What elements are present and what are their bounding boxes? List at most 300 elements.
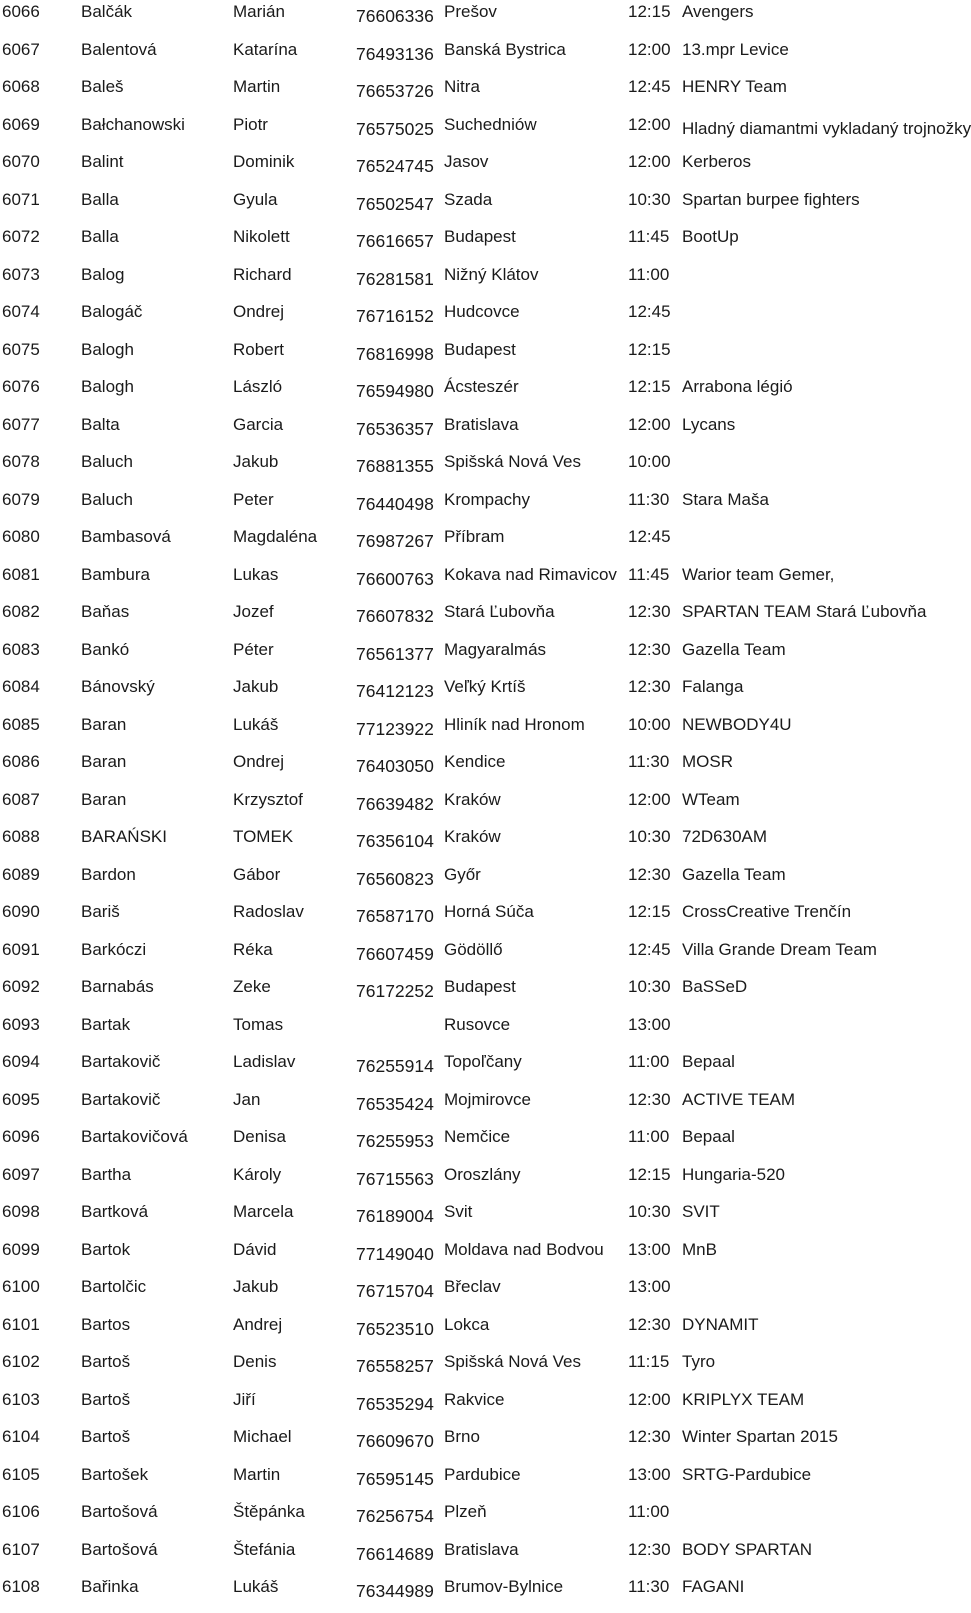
start-time: 10:30 xyxy=(628,977,671,996)
city: Spišská Nová Ves xyxy=(444,452,582,471)
start-time: 12:15 xyxy=(628,902,671,921)
start-time: 11:00 xyxy=(628,1502,670,1521)
start-time: 12:15 xyxy=(628,1164,671,1184)
last-name: Balčák xyxy=(81,2,133,21)
registration-number: 76255914 xyxy=(356,1056,434,1076)
city: Ácsteszér xyxy=(444,377,519,396)
participant-id: 6075 xyxy=(2,339,40,359)
last-name: Bánovský xyxy=(81,677,155,696)
city: Moldava nad Bodvou xyxy=(444,1239,604,1259)
city: Nižný Klátov xyxy=(444,264,539,284)
registration-number: 76594980 xyxy=(356,381,434,401)
registration-number: 76524745 xyxy=(356,156,434,176)
start-time: 12:00 xyxy=(628,414,671,434)
registration-number: 76715563 xyxy=(356,1168,434,1189)
table-row xyxy=(0,1238,960,1276)
registration-number: 76560823 xyxy=(356,868,434,889)
participant-id: 6108 xyxy=(2,1577,40,1596)
first-name: Robert xyxy=(233,339,285,359)
start-time: 12:30 xyxy=(628,1539,671,1559)
last-name: Bartok xyxy=(81,1239,131,1259)
start-time: 13:00 xyxy=(628,1239,671,1259)
table-row xyxy=(0,300,960,338)
last-name: Bambasová xyxy=(81,527,171,546)
start-time: 12:15 xyxy=(628,2,671,21)
registration-number: 76172252 xyxy=(356,981,434,1001)
participant-id: 6070 xyxy=(2,152,40,171)
first-name: Štefánia xyxy=(233,1539,296,1559)
table-row xyxy=(0,75,960,113)
participant-id: 6082 xyxy=(2,602,40,621)
start-time: 12:00 xyxy=(628,114,671,134)
participant-id: 6066 xyxy=(2,2,40,21)
last-name: Bartolčic xyxy=(81,1277,147,1296)
first-name: Zeke xyxy=(233,977,271,996)
team-name: Tyro xyxy=(682,1352,716,1371)
team-name: BootUp xyxy=(682,227,739,246)
city: Horná Súča xyxy=(444,902,534,921)
table-row xyxy=(0,1013,960,1051)
team-name: Arrabona légió xyxy=(682,377,793,396)
participant-id: 6106 xyxy=(2,1502,40,1521)
participant-id: 6095 xyxy=(2,1089,40,1109)
registration-number: 76536357 xyxy=(356,418,434,439)
last-name: Baluch xyxy=(81,489,133,509)
table-row xyxy=(0,1575,960,1613)
first-name: Andrej xyxy=(233,1314,283,1334)
first-name: Martin xyxy=(233,1464,281,1484)
start-time: 12:30 xyxy=(628,602,671,621)
city: Jasov xyxy=(444,152,489,171)
participant-id: 6087 xyxy=(2,789,40,809)
registration-number: 76493136 xyxy=(356,43,434,64)
registration-number: 76403050 xyxy=(356,756,434,776)
city: Győr xyxy=(444,864,481,884)
start-time: 13:00 xyxy=(628,1014,671,1034)
city: Kendice xyxy=(444,752,506,771)
registration-number: 76558257 xyxy=(356,1356,434,1376)
city: Svit xyxy=(444,1202,473,1221)
team-name: Gazella Team xyxy=(682,639,786,659)
first-name: Jakub xyxy=(233,452,279,471)
city: Rusovce xyxy=(444,1014,511,1034)
participant-id: 6078 xyxy=(2,452,40,471)
first-name: Michael xyxy=(233,1427,292,1446)
participant-id: 6097 xyxy=(2,1164,40,1184)
start-time: 10:30 xyxy=(628,1202,671,1221)
last-name: Bankó xyxy=(81,639,130,659)
city: Magyaralmás xyxy=(444,639,547,659)
participant-id: 6103 xyxy=(2,1389,40,1409)
first-name: Jakub xyxy=(233,677,279,696)
first-name: TOMEK xyxy=(233,827,294,846)
table-row xyxy=(0,825,960,863)
table-row xyxy=(0,150,960,188)
registration-number: 76816998 xyxy=(356,343,434,364)
table-row xyxy=(0,375,960,413)
last-name: Bartoš xyxy=(81,1352,131,1371)
start-time: 10:30 xyxy=(628,827,671,846)
city: Rakvice xyxy=(444,1389,505,1409)
city: Hliník nad Hronom xyxy=(444,714,585,734)
last-name: Bartakovičová xyxy=(81,1127,188,1146)
city: Spišská Nová Ves xyxy=(444,1352,582,1371)
start-time: 10:00 xyxy=(628,452,671,471)
registration-number: 76255953 xyxy=(356,1131,434,1151)
participant-id: 6100 xyxy=(2,1277,40,1296)
city: Pardubice xyxy=(444,1464,521,1484)
registration-number: 76535424 xyxy=(356,1093,434,1114)
last-name: Balog xyxy=(81,264,125,284)
city: Krompachy xyxy=(444,489,530,509)
last-name: Bartošová xyxy=(81,1502,158,1521)
team-name: SRTG-Pardubice xyxy=(682,1464,812,1484)
participant-id: 6099 xyxy=(2,1239,40,1259)
first-name: Katarína xyxy=(233,39,298,59)
registration-number: 76356104 xyxy=(356,831,434,851)
start-time: 12:30 xyxy=(628,1427,671,1446)
team-name: Falanga xyxy=(682,677,744,696)
last-name: Barnabás xyxy=(81,977,154,996)
first-name: Radoslav xyxy=(233,902,304,921)
registration-number: 76189004 xyxy=(356,1206,434,1226)
start-time: 11:30 xyxy=(628,1577,670,1596)
team-name: DYNAMIT xyxy=(682,1314,759,1334)
table-row xyxy=(0,1538,960,1576)
team-name: Warior team Gemer, xyxy=(682,564,835,584)
team-name: KRIPLYX TEAM xyxy=(682,1389,805,1409)
start-time: 11:15 xyxy=(628,1352,670,1371)
start-time: 12:00 xyxy=(628,39,671,59)
first-name: Marián xyxy=(233,2,285,21)
registration-number: 76607832 xyxy=(356,606,434,626)
start-time: 12:00 xyxy=(628,789,671,809)
team-name: CrossCreative Trenčín xyxy=(682,902,852,921)
team-name: HENRY Team xyxy=(682,77,787,96)
team-name: NEWBODY4U xyxy=(682,714,792,734)
start-time: 12:30 xyxy=(628,1089,671,1109)
first-name: Dominik xyxy=(233,152,295,171)
start-time: 11:00 xyxy=(628,1127,670,1146)
last-name: Bardon xyxy=(81,864,136,884)
city: Bratislava xyxy=(444,1539,519,1559)
table-row xyxy=(0,525,960,563)
city: Topoľčany xyxy=(444,1052,522,1071)
last-name: Baleš xyxy=(81,77,124,96)
first-name: Richard xyxy=(233,264,292,284)
table-row xyxy=(0,675,960,713)
last-name: Balint xyxy=(81,152,124,171)
last-name: Bartos xyxy=(81,1314,131,1334)
table-row xyxy=(0,788,960,826)
table-row xyxy=(0,1350,960,1388)
team-name: Villa Grande Dream Team xyxy=(682,939,877,959)
team-name: Kerberos xyxy=(682,152,751,171)
start-time: 12:45 xyxy=(628,527,671,546)
participant-id: 6089 xyxy=(2,864,40,884)
table-row xyxy=(0,713,960,751)
first-name: Réka xyxy=(233,939,273,959)
last-name: Baran xyxy=(81,714,127,734)
first-name: Lukáš xyxy=(233,714,279,734)
table-row xyxy=(0,188,960,226)
participant-id: 6094 xyxy=(2,1052,40,1071)
last-name: Balla xyxy=(81,189,119,209)
registration-number: 76523510 xyxy=(356,1318,434,1339)
first-name: Ondrej xyxy=(233,302,285,321)
registration-number: 76535294 xyxy=(356,1393,434,1414)
participant-id: 6105 xyxy=(2,1464,40,1484)
last-name: Bartha xyxy=(81,1164,132,1184)
registration-number: 76716152 xyxy=(356,306,434,326)
last-name: BARAŃSKI xyxy=(81,827,167,846)
last-name: Balta xyxy=(81,414,120,434)
start-time: 10:00 xyxy=(628,714,671,734)
table-row xyxy=(0,938,960,976)
registration-number: 76575025 xyxy=(356,118,434,139)
registration-number: 76987267 xyxy=(356,531,434,551)
city: Gödöllő xyxy=(444,939,503,959)
registration-number: 76502547 xyxy=(356,193,434,214)
table-row xyxy=(0,488,960,526)
team-name: BODY SPARTAN xyxy=(682,1539,813,1559)
participant-id: 6104 xyxy=(2,1427,40,1446)
participant-id: 6096 xyxy=(2,1127,40,1146)
team-name: SVIT xyxy=(682,1202,720,1221)
table-row xyxy=(0,638,960,676)
registration-number: 76281581 xyxy=(356,268,434,289)
team-name: MOSR xyxy=(682,752,733,771)
first-name: Štěpánka xyxy=(233,1502,305,1521)
city: Plzeň xyxy=(444,1502,487,1521)
table-row xyxy=(0,38,960,76)
first-name: Denisa xyxy=(233,1127,286,1146)
table-row xyxy=(0,1463,960,1501)
participant-id: 6107 xyxy=(2,1539,40,1559)
city: Oroszlány xyxy=(444,1164,521,1184)
participant-id: 6092 xyxy=(2,977,40,996)
first-name: Marcela xyxy=(233,1202,294,1221)
table-row xyxy=(0,1163,960,1201)
participant-id: 6080 xyxy=(2,527,40,546)
city: Kraków xyxy=(444,789,501,809)
start-time: 12:45 xyxy=(628,77,671,96)
clipped-team-text: Hladný diamantmi vykladaný trojnožky xyxy=(682,119,971,138)
last-name: Baran xyxy=(81,789,127,809)
participant-id: 6085 xyxy=(2,714,40,734)
table-row xyxy=(0,975,960,1013)
last-name: Balogh xyxy=(81,339,134,359)
first-name: Jiří xyxy=(233,1389,256,1409)
last-name: Bařinka xyxy=(81,1577,139,1596)
last-name: Bariš xyxy=(81,902,120,921)
participant-id: 6079 xyxy=(2,489,40,509)
last-name: Baran xyxy=(81,752,127,771)
first-name: Piotr xyxy=(233,114,268,134)
participant-id: 6077 xyxy=(2,414,40,434)
start-time: 13:00 xyxy=(628,1464,671,1484)
city: Prešov xyxy=(444,2,497,21)
participant-id: 6081 xyxy=(2,564,40,584)
table-row xyxy=(0,450,960,488)
city: Kraków xyxy=(444,827,501,846)
city: Nitra xyxy=(444,77,480,96)
first-name: Martin xyxy=(233,77,281,96)
team-name: FAGANI xyxy=(682,1577,745,1596)
first-name: Denis xyxy=(233,1352,277,1371)
table-row xyxy=(0,750,960,788)
participant-id: 6074 xyxy=(2,302,40,321)
participant-id: 6101 xyxy=(2,1314,40,1334)
city: Kokava nad Rimavicov xyxy=(444,564,617,584)
city: Banská Bystrica xyxy=(444,39,566,59)
start-time: 11:00 xyxy=(628,264,670,284)
last-name: Bartošová xyxy=(81,1539,158,1559)
first-name: Ondrej xyxy=(233,752,285,771)
last-name: Bartoš xyxy=(81,1427,131,1446)
first-name: Magdaléna xyxy=(233,527,318,546)
registration-number: 76715704 xyxy=(356,1281,434,1301)
last-name: Baňas xyxy=(81,602,130,621)
team-name: ACTIVE TEAM xyxy=(682,1089,796,1109)
participant-id: 6093 xyxy=(2,1014,40,1034)
team-name: 72D630AM xyxy=(682,827,768,846)
team-name: BaSSeD xyxy=(682,977,748,996)
start-time: 11:45 xyxy=(628,564,670,584)
start-time: 11:45 xyxy=(628,227,670,246)
participant-id: 6068 xyxy=(2,77,40,96)
start-time: 12:00 xyxy=(628,152,671,171)
city: Příbram xyxy=(444,527,505,546)
city: Veľký Krtíš xyxy=(444,677,526,696)
first-name: Jakub xyxy=(233,1277,279,1296)
participant-id: 6102 xyxy=(2,1352,40,1371)
last-name: Balla xyxy=(81,227,119,246)
table-row xyxy=(0,863,960,901)
first-name: Garcia xyxy=(233,414,284,434)
first-name: Krzysztof xyxy=(233,789,303,809)
last-name: Balogáč xyxy=(81,302,143,321)
registration-number: 76587170 xyxy=(356,906,434,926)
table-row xyxy=(0,225,960,263)
city: Stará Ľubovňa xyxy=(444,602,555,621)
table-row xyxy=(0,0,960,38)
start-time: 10:30 xyxy=(628,189,671,209)
registration-number: 76607459 xyxy=(356,943,434,964)
start-time: 11:30 xyxy=(628,752,670,771)
last-name: Bartoš xyxy=(81,1389,131,1409)
first-name: Peter xyxy=(233,489,274,509)
table-row xyxy=(0,1425,960,1463)
first-name: Gábor xyxy=(233,864,281,884)
table-row xyxy=(0,1313,960,1351)
table-row xyxy=(0,1388,960,1426)
table-row xyxy=(0,1050,960,1088)
participant-id: 6098 xyxy=(2,1202,40,1221)
table-row xyxy=(0,263,960,301)
city: Bratislava xyxy=(444,414,519,434)
table-row xyxy=(0,1088,960,1126)
registration-number: 76595145 xyxy=(356,1468,434,1489)
start-time: 12:30 xyxy=(628,639,671,659)
city: Brumov-Bylnice xyxy=(444,1577,564,1596)
city: Szada xyxy=(444,189,493,209)
registration-number: 76600763 xyxy=(356,568,434,589)
team-name: Winter Spartan 2015 xyxy=(682,1427,838,1446)
first-name: Nikolett xyxy=(233,227,290,246)
participant-id: 6083 xyxy=(2,639,40,659)
table-row xyxy=(0,563,960,601)
registration-number: 76606336 xyxy=(356,6,434,26)
start-time: 13:00 xyxy=(628,1277,671,1296)
city: Suchedniów xyxy=(444,114,537,134)
participant-id: 6069 xyxy=(2,114,40,134)
start-time: 12:00 xyxy=(628,1389,671,1409)
first-name: Ladislav xyxy=(233,1052,296,1071)
last-name: Barkóczi xyxy=(81,939,147,959)
first-name: Lukáš xyxy=(233,1577,279,1596)
table-row xyxy=(0,600,960,638)
city: Lokca xyxy=(444,1314,490,1334)
team-name: SPARTAN TEAM Stará Ľubovňa xyxy=(682,602,927,621)
start-time: 12:30 xyxy=(628,677,671,696)
registration-number: 76653726 xyxy=(356,81,434,101)
last-name: Bartakovič xyxy=(81,1052,161,1071)
participant-id: 6067 xyxy=(2,39,40,59)
last-name: Baluch xyxy=(81,452,133,471)
first-name: Jozef xyxy=(233,602,274,621)
team-name: Spartan burpee fighters xyxy=(682,189,860,209)
participant-id: 6086 xyxy=(2,752,40,771)
registration-number: 76616657 xyxy=(356,231,434,251)
table-row xyxy=(0,1200,960,1238)
participant-id: 6073 xyxy=(2,264,40,284)
last-name: Bałchanowski xyxy=(81,114,185,134)
city: Budapest xyxy=(444,339,516,359)
registration-number: 76561377 xyxy=(356,643,434,664)
first-name: Gyula xyxy=(233,189,278,209)
last-name: Bartková xyxy=(81,1202,149,1221)
team-name: Hungaria-520 xyxy=(682,1164,786,1184)
registration-number: 76412123 xyxy=(356,681,434,701)
registration-number: 77149040 xyxy=(356,1243,434,1264)
registration-number: 76344989 xyxy=(356,1581,434,1601)
city: Mojmirovce xyxy=(444,1089,531,1109)
table-row xyxy=(0,1125,960,1163)
participant-id: 6088 xyxy=(2,827,40,846)
registration-number: 76256754 xyxy=(356,1506,434,1526)
start-time: 12:15 xyxy=(628,339,671,359)
table-row xyxy=(0,900,960,938)
team-name: Avengers xyxy=(682,2,754,21)
table-row xyxy=(0,413,960,451)
participant-id: 6091 xyxy=(2,939,40,959)
last-name: Bartošek xyxy=(81,1464,149,1484)
registration-number: 76609670 xyxy=(356,1431,434,1451)
registration-number: 76639482 xyxy=(356,793,434,814)
first-name: Dávid xyxy=(233,1239,277,1259)
participant-id: 6072 xyxy=(2,227,40,246)
team-name: Gazella Team xyxy=(682,864,786,884)
first-name: László xyxy=(233,377,283,396)
team-name: MnB xyxy=(682,1239,717,1259)
start-time: 11:30 xyxy=(628,489,670,509)
last-name: Bambura xyxy=(81,564,150,584)
city: Budapest xyxy=(444,227,516,246)
city: Budapest xyxy=(444,977,516,996)
start-time: 12:45 xyxy=(628,302,671,321)
last-name: Bartak xyxy=(81,1014,131,1034)
